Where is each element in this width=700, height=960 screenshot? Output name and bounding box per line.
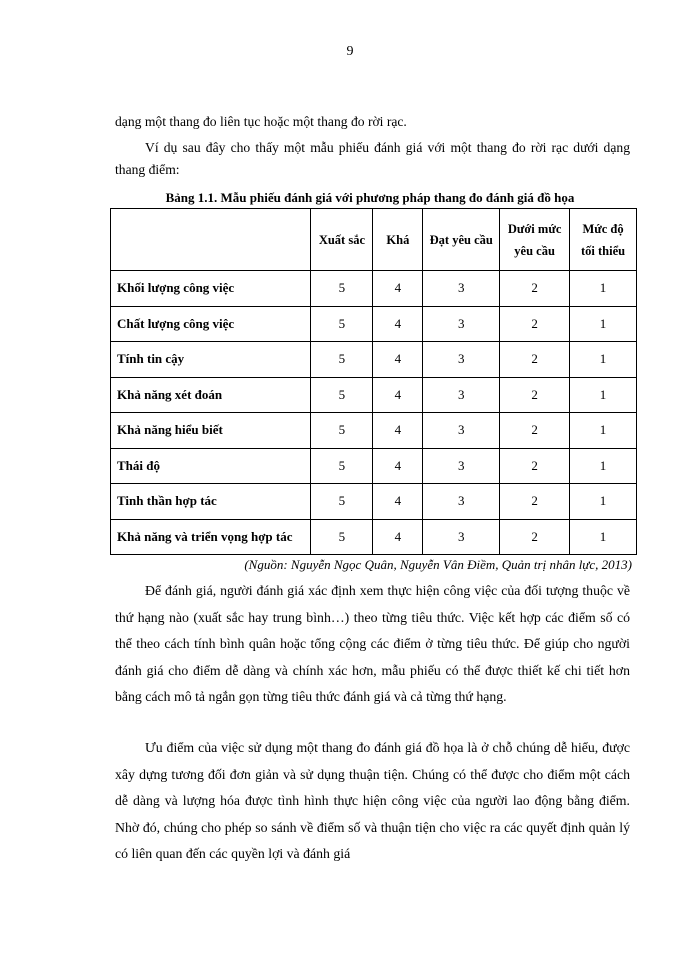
score-cell: 3 <box>423 377 500 413</box>
score-cell: 1 <box>570 484 637 520</box>
page-number: 9 <box>346 44 354 59</box>
intro-line-1: dạng một thang đo liên tục hoặc một thang đo rời rạc. <box>115 114 407 129</box>
header-minimum: Mức độ tối thiểu <box>570 209 637 271</box>
score-cell: 4 <box>373 448 423 484</box>
score-cell: 1 <box>570 377 637 413</box>
score-cell: 5 <box>311 484 373 520</box>
table-row <box>111 377 637 413</box>
score-cell: 1 <box>570 306 637 342</box>
table-caption: Bảng 1.1. Mẫu phiếu đánh giá với phương pháp thang đo đánh giá đồ họa <box>165 190 575 205</box>
score-cell: 2 <box>500 519 570 555</box>
score-cell: 2 <box>500 377 570 413</box>
score-cell: 3 <box>423 448 500 484</box>
score-cell: 5 <box>311 377 373 413</box>
score-cell: 3 <box>423 519 500 555</box>
rating-scale-table <box>110 208 637 555</box>
table-row <box>111 271 637 307</box>
score-cell: 5 <box>311 413 373 449</box>
score-cell: 4 <box>373 484 423 520</box>
criteria-cell: Chất lượng công việc <box>111 306 311 342</box>
score-cell: 1 <box>570 271 637 307</box>
criteria-cell: Tinh thần hợp tác <box>111 484 311 520</box>
score-cell: 2 <box>500 413 570 449</box>
intro-line-2: Ví dụ sau đây cho thấy một mẫu phiếu đánh giá với một thang đo rời rạc dưới dạng thang điểm: <box>115 140 630 177</box>
criteria-cell: Khối lượng công việc <box>111 271 311 307</box>
score-cell: 4 <box>373 306 423 342</box>
score-cell: 2 <box>500 271 570 307</box>
criteria-cell: Tính tin cậy <box>111 342 311 378</box>
table-row <box>111 484 637 520</box>
score-cell: 4 <box>373 271 423 307</box>
score-cell: 3 <box>423 306 500 342</box>
score-cell: 3 <box>423 413 500 449</box>
score-cell: 3 <box>423 271 500 307</box>
table-row <box>111 448 637 484</box>
header-satisfactory: Đạt yêu cầu <box>423 209 500 271</box>
score-cell: 2 <box>500 342 570 378</box>
score-cell: 4 <box>373 377 423 413</box>
table-row <box>111 306 637 342</box>
score-cell: 1 <box>570 342 637 378</box>
criteria-cell: Khả năng và triển vọng hợp tác <box>111 519 311 555</box>
score-cell: 4 <box>373 413 423 449</box>
header-below-requirement: Dưới mức yêu cầu <box>500 209 570 271</box>
score-cell: 5 <box>311 519 373 555</box>
body-paragraph-2: Ưu điểm của việc sử dụng một thang đo đánh giá đồ họa là ở chỗ chúng dễ hiểu, được xây dựng tương đối đơn giản và sử dụng thuận tiện. Chúng có thể được cho điểm một cách dễ dàng và lượng hóa được tình hình thực hiện công việc của người lao động bằng điểm. Nhờ đó, chúng cho phép so sánh về điểm số và thuận tiện cho việc ra các quyết định quản lý có liên quan đến các quyền lợi và đánh giá <box>115 740 630 861</box>
table-row <box>111 342 637 378</box>
criteria-cell: Khả năng xét đoán <box>111 377 311 413</box>
score-cell: 4 <box>373 519 423 555</box>
score-cell: 5 <box>311 342 373 378</box>
score-cell: 1 <box>570 413 637 449</box>
score-cell: 1 <box>570 448 637 484</box>
criteria-cell: Khả năng hiểu biết <box>111 413 311 449</box>
score-cell: 4 <box>373 342 423 378</box>
header-good: Khá <box>373 209 423 271</box>
header-excellent: Xuất sắc <box>311 209 373 271</box>
score-cell: 3 <box>423 342 500 378</box>
score-cell: 5 <box>311 306 373 342</box>
score-cell: 5 <box>311 448 373 484</box>
table-row <box>111 413 637 449</box>
score-cell: 3 <box>423 484 500 520</box>
score-cell: 5 <box>311 271 373 307</box>
score-cell: 2 <box>500 484 570 520</box>
header-criteria <box>111 209 311 271</box>
score-cell: 2 <box>500 448 570 484</box>
table-row <box>111 519 637 555</box>
score-cell: 2 <box>500 306 570 342</box>
score-cell: 1 <box>570 519 637 555</box>
table-source: (Nguồn: Nguyễn Ngọc Quân, Nguyễn Vân Điềm, Quản trị nhân lực, 2013) <box>244 557 632 572</box>
table-header-row <box>111 209 637 271</box>
criteria-cell: Thái độ <box>111 448 311 484</box>
body-paragraph-1: Để đánh giá, người đánh giá xác định xem thực hiện công việc của đối tượng thuộc về thứ hạng nào (xuất sắc hay trung bình…) theo từng tiêu thức. Việc kết hợp các điểm số có thể theo cách tính bình quân hoặc tổng cộng các điểm ở từng tiêu thức. Để giúp cho người đánh giá cho điểm dễ dàng và chính xác hơn, mẫu phiếu có thể được thiết kế chi tiết hơn bằng cách mô tả ngắn gọn từng tiêu thức đánh giá và cả từng thứ hạng. <box>115 583 630 704</box>
